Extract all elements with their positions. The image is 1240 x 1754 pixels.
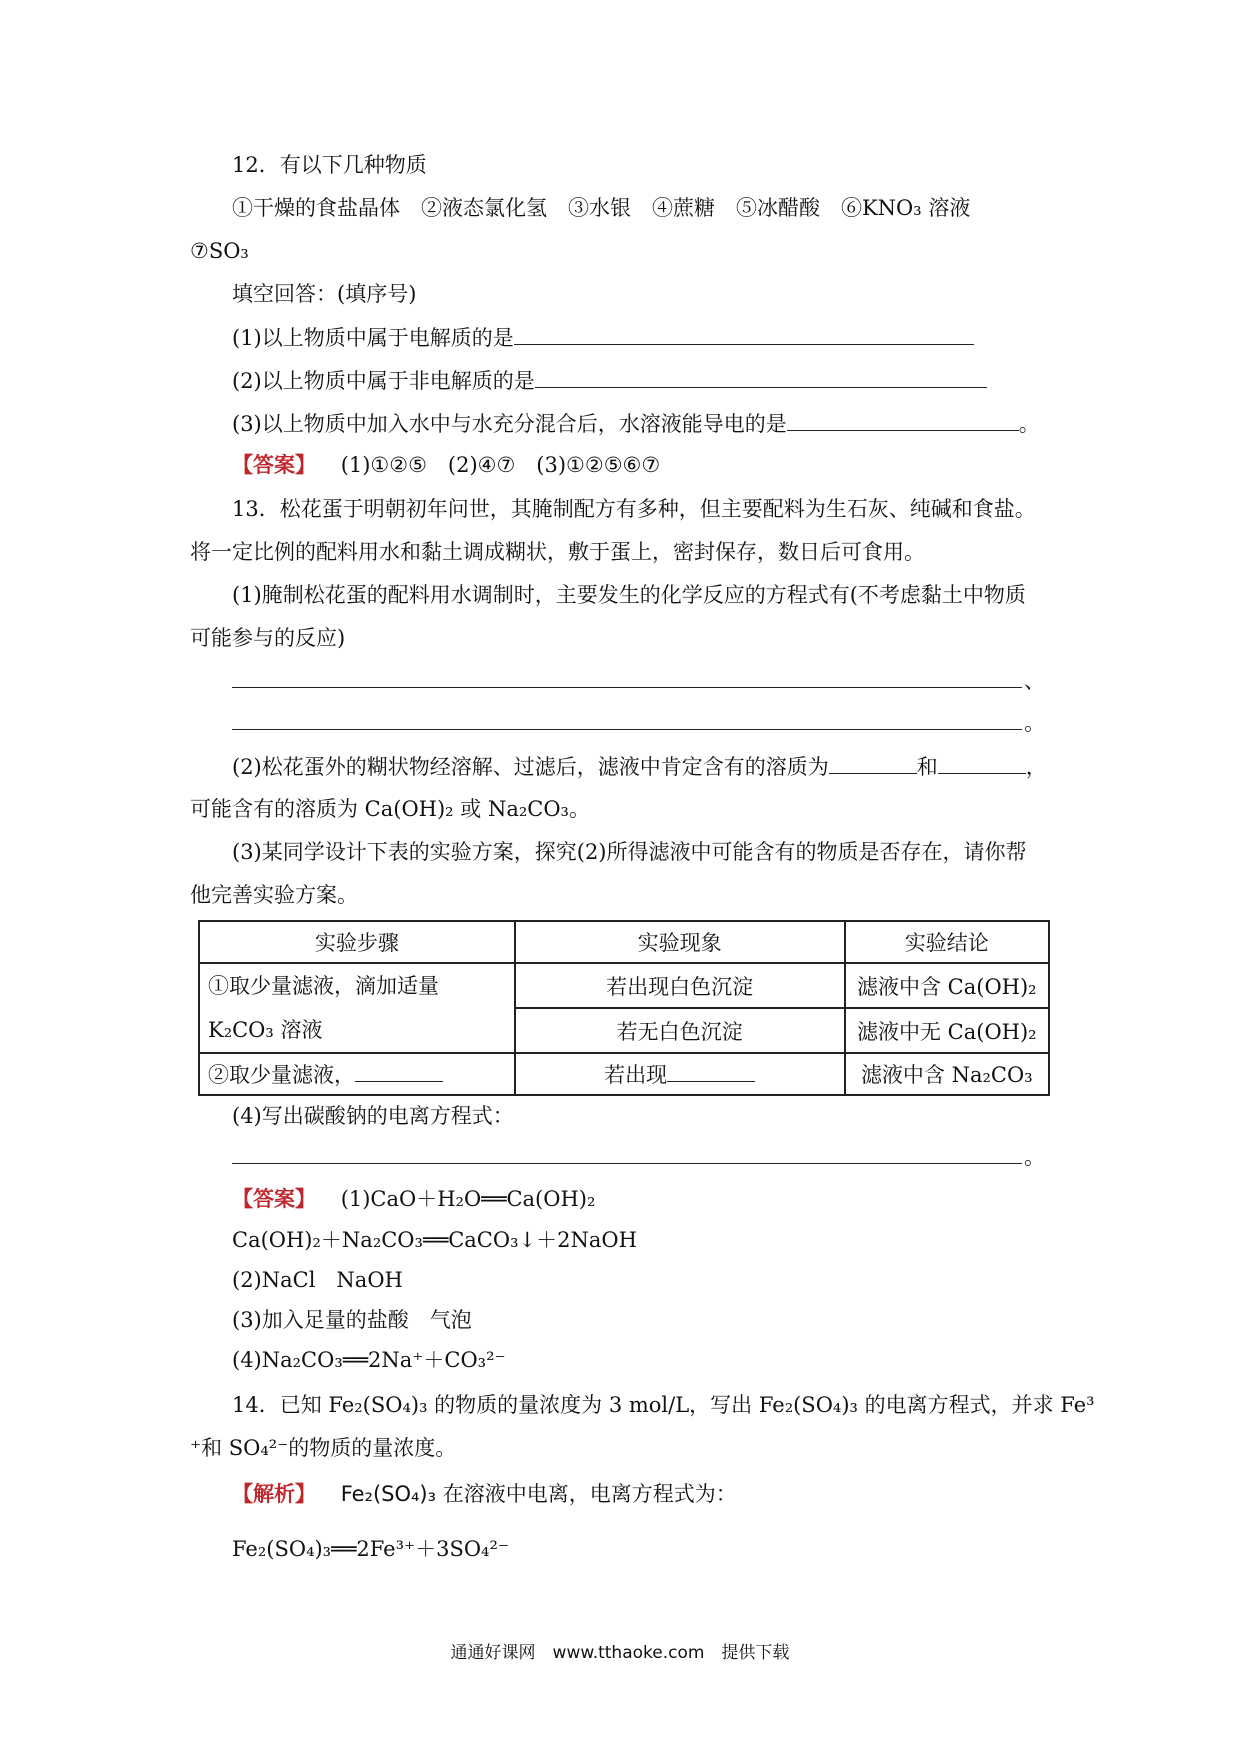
obs3-text: 若出现 [604,1063,668,1087]
q13-answer-2: Ca(OH)₂＋Na₂CO₃══CaCO₃↓＋2NaOH [232,1228,637,1252]
step1-line1: ①取少量滤液，滴加适量 [208,974,439,998]
q14-line1: 14．已知 Fe₂(SO₄)₃ 的物质的量浓度为 3 mol/L，写出 Fe₂(SO₄)₃ 的电离方程式，并求 Fe³ [232,1393,1095,1417]
q12-part3 [232,408,1040,439]
analysis-label: 【解析】 [232,1482,316,1506]
experiment-table [198,920,1050,1096]
answer-rule[interactable] [232,687,1022,688]
rule3-end: 。 [1024,1145,1045,1169]
table-row [199,963,1049,1008]
q13-answer-5: (4)Na₂CO₃══2Na⁺＋CO₃²⁻ [232,1348,506,1372]
step1-line2: K₂CO₃ 溶液 [208,1018,323,1042]
q12-part3-end: 。 [1018,412,1040,436]
q13-part2-text-b: 和 [916,755,938,779]
q13-part4: (4)写出碳酸钠的电离方程式： [232,1104,514,1128]
q14-equation: Fe₂(SO₄)₃══2Fe³⁺＋3SO₄²⁻ [232,1537,509,1561]
table-cell-conclusion: 滤液中含 Na₂CO₃ [845,1053,1049,1095]
q13-part2-text-a: (2)松花蛋外的糊状物经溶解、过滤后，滤液中肯定含有的溶质为 [232,755,829,779]
q12-items-line2: ⑦SO₃ [190,239,249,263]
q13-part3-line2: 他完善实验方案。 [190,883,358,907]
q13-answer-3: (2)NaCl NaOH [232,1268,403,1292]
answer-rule[interactable] [232,729,1022,730]
rule2-end: 。 [1024,711,1045,735]
q13-part3-line1: (3)某同学设计下表的实验方案，探究(2)所得滤液中可能含有的物质是否存在，请你帮 [232,840,1027,864]
q13-part2-text-c: ， [1025,755,1047,779]
q12-part3-text: (3)以上物质中加入水中与水充分混合后，水溶液能导电的是 [232,412,787,436]
q12-part1 [232,322,974,353]
answer-blank[interactable] [667,1059,755,1082]
answer-blank[interactable] [787,408,1019,431]
table-cell-step1 [199,963,515,1053]
q13-answer [232,1184,595,1214]
q12-title: 12．有以下几种物质 [232,153,427,177]
q12-part1-text: (1)以上物质中属于电解质的是 [232,326,514,350]
answer-blank[interactable] [535,365,987,388]
table-cell-observation [515,1053,845,1095]
table-header: 实验结论 [845,921,1049,963]
q12-answer [232,450,660,480]
answer-blank[interactable] [938,751,1026,774]
table-row [199,1053,1049,1095]
q12-answer-text: (1)①②⑤ (2)④⑦ (3)①②⑤⑥⑦ [340,453,661,477]
q14-analysis-text: Fe₂(SO₄)₃ 在溶液中电离，电离方程式为： [340,1482,737,1506]
table-cell-observation: 若出现白色沉淀 [515,963,845,1008]
answer-label: 【答案】 [232,453,316,477]
step2-text: ②取少量滤液， [208,1063,355,1087]
q14-line2: ⁺和 SO₄²⁻的物质的量浓度。 [190,1436,457,1460]
q12-part2-text: (2)以上物质中属于非电解质的是 [232,369,535,393]
q13-intro-line1: 13．松花蛋于明朝初年问世，其腌制配方有多种，但主要配料为生石灰、纯碱和食盐。 [232,497,1036,521]
table-cell-step2 [199,1053,515,1095]
q12-items-line1: ①干燥的食盐晶体 ②液态氯化氢 ③水银 ④蔗糖 ⑤冰醋酸 ⑥KNO₃ 溶液 [232,196,971,220]
q13-answer-4: (3)加入足量的盐酸 气泡 [232,1308,472,1332]
q13-answer-1: (1)CaO＋H₂O══Ca(OH)₂ [340,1187,596,1211]
table-header: 实验步骤 [199,921,515,963]
answer-label: 【答案】 [232,1187,316,1211]
q13-intro-line2: 将一定比例的配料用水和黏土调成糊状，敷于蛋上，密封保存，数日后可食用。 [190,540,925,564]
q12-part2 [232,365,987,396]
table-cell-conclusion: 滤液中含 Ca(OH)₂ [845,963,1049,1008]
page-footer: 通通好课网 www.tthaoke.com 提供下载 [450,1643,790,1663]
rule1-end: 、 [1024,669,1045,693]
q12-instruction: 填空回答：(填序号) [232,282,417,306]
answer-rule[interactable] [232,1163,1022,1164]
q13-part2-line2: 可能含有的溶质为 Ca(OH)₂ 或 Na₂CO₃。 [190,797,590,821]
table-cell-observation: 若无白色沉淀 [515,1008,845,1053]
q14-analysis [232,1479,737,1509]
q13-part1-line1: (1)腌制松花蛋的配料用水调制时，主要发生的化学反应的方程式有(不考虑黏土中物质 [232,583,1026,607]
answer-blank[interactable] [355,1059,443,1082]
answer-blank[interactable] [514,322,974,345]
answer-blank[interactable] [829,751,917,774]
q13-part1-line2: 可能参与的反应) [190,626,346,650]
table-header-row [199,921,1049,963]
q13-part2-line1 [232,751,1047,782]
table-cell-conclusion: 滤液中无 Ca(OH)₂ [845,1008,1049,1053]
table-header: 实验现象 [515,921,845,963]
